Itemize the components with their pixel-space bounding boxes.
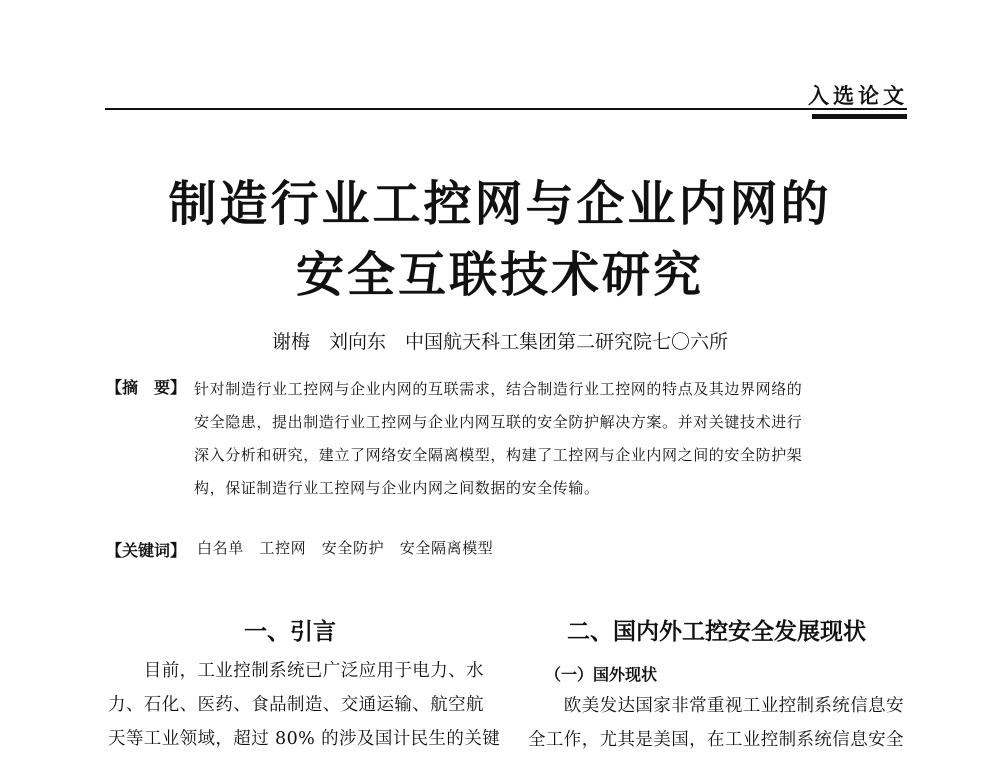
abstract-line: 安全隐患，提出制造行业工控网与企业内网互联的安全防护解决方案。并对关键技术进行 xyxy=(194,413,803,431)
header-rule xyxy=(105,108,907,110)
section-heading-introduction: 一、引言 xyxy=(244,619,336,645)
abstract-line: 针对制造行业工控网与企业内网的互联需求，结合制造行业工控网的特点及其边界网络的 xyxy=(194,380,803,398)
right-column-text xyxy=(528,689,913,757)
abstract-line: 深入分析和研究，建立了网络安全隔离模型，构建了工控网与企业内网之间的安全防护架 xyxy=(194,446,803,464)
subsection-heading-abroad: （一）国外现状 xyxy=(545,665,658,684)
left-column-text xyxy=(108,654,501,756)
body-line: 天等工业领域，超过 80% 的涉及国计民生的关键 xyxy=(108,729,501,749)
keywords-label: 【关键词】 xyxy=(106,541,187,560)
abstract-label: 【摘 要】 xyxy=(106,378,187,397)
body-line: 全工作，尤其是美国，在工业控制系统信息安全 xyxy=(528,730,904,750)
keywords-text: 白名单 工控网 安全防护 安全隔离模型 xyxy=(197,539,494,557)
section-tag: 入选论文 xyxy=(808,84,908,108)
body-line: 力、石化、医药、食品制造、交通运输、航空航 xyxy=(108,695,484,715)
abstract-text xyxy=(194,373,909,505)
header-rule-accent xyxy=(812,114,907,119)
abstract-line: 构，保证制造行业工控网与企业内网之间数据的安全传输。 xyxy=(194,479,600,497)
body-line: 目前，工业控制系统已广泛应用于电力、水 xyxy=(108,661,484,681)
body-line: 欧美发达国家非常重视工业控制系统信息安 xyxy=(528,696,904,716)
authors-affiliation: 谢梅 刘向东 中国航天科工集团第二研究院七〇六所 xyxy=(271,331,728,353)
article-title-line-2: 安全互联技术研究 xyxy=(295,247,704,303)
article-title-line-1: 制造行业工控网与企业内网的 xyxy=(168,176,832,232)
section-heading-status: 二、国内外工控安全发展现状 xyxy=(567,619,866,645)
